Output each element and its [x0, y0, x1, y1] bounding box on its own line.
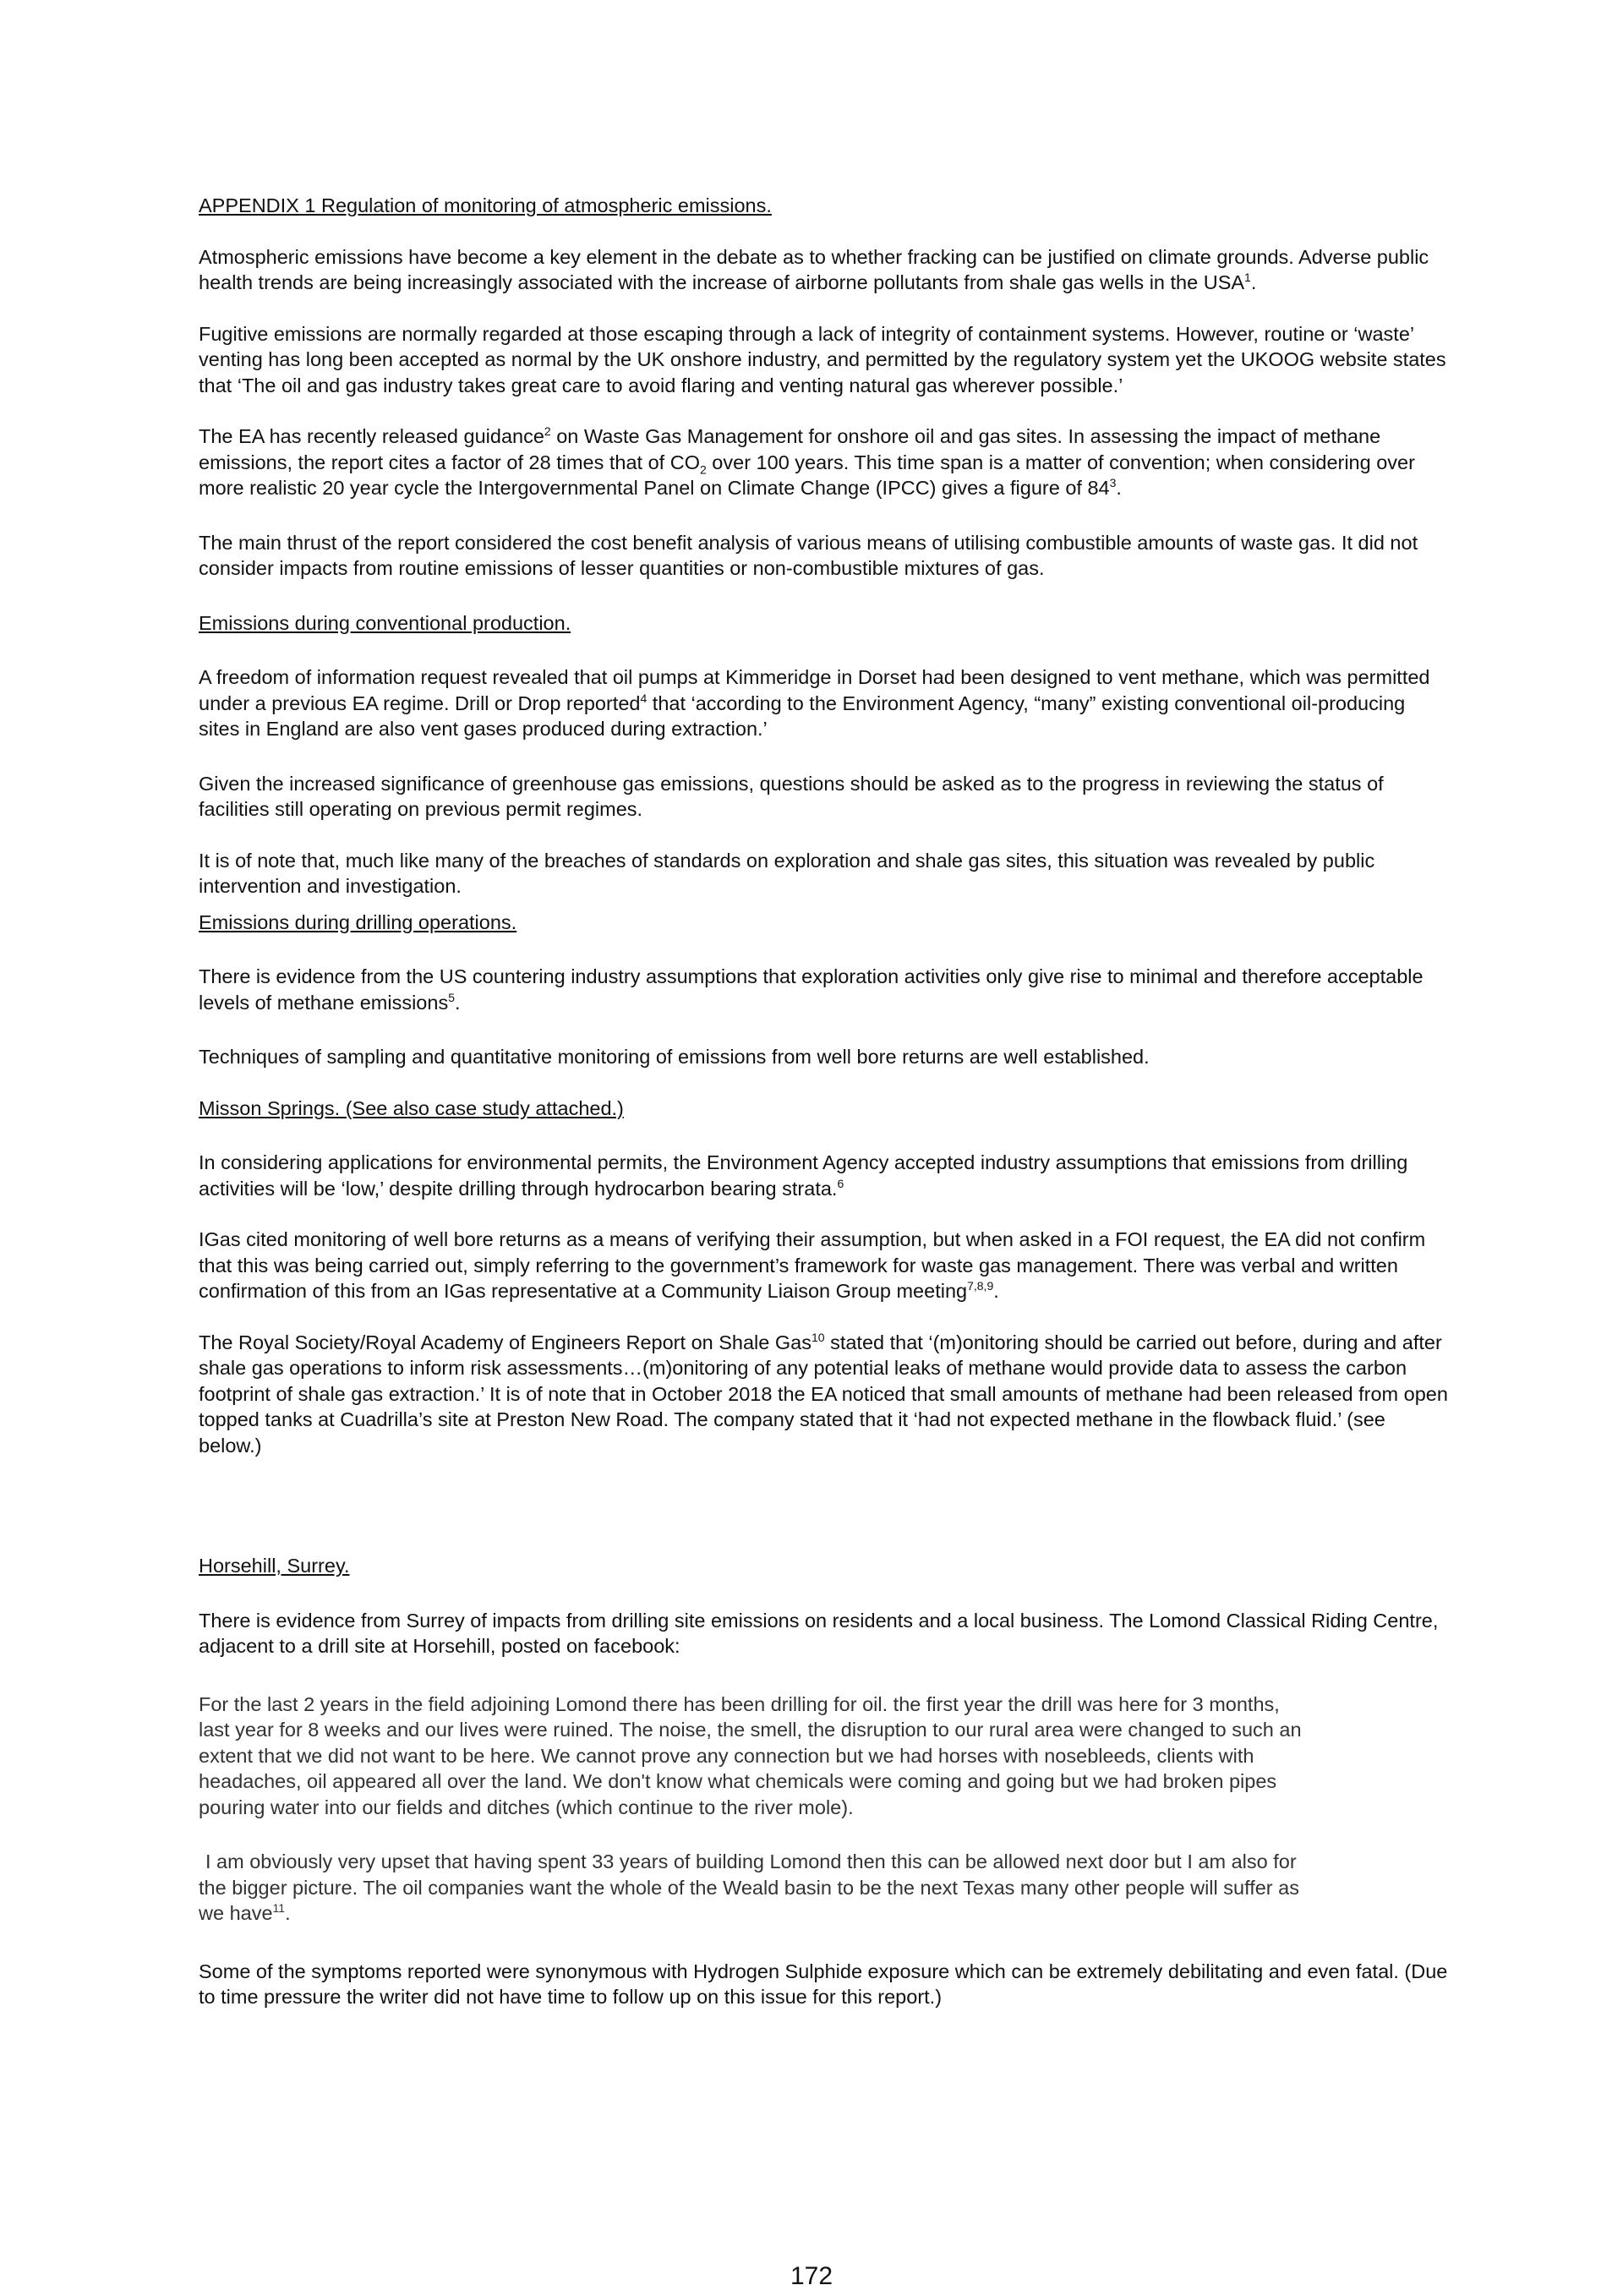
co2-subscript: 2	[699, 462, 707, 477]
paragraph-surrey-evidence: There is evidence from Surrey of impacts from drilling site emissions on residents and a local business. The Lomond Classical Riding Centre, adjacent to a drill site at Horsehill, posted on facebook:	[199, 1609, 1439, 1657]
paragraph-ea-guidance: The EA has recently released guidance$^2$ on Waste Gas Management for onshore oil and gas sites. In assessing the impact of methane emissions, the report cites a factor of 28 times that of $CO_2$ over 100 years. This time span is a matter of convention; when considering over more realistic 20 year cycle the Intergovernmental Panel on Climate Change (IPCC) gives a figure of $84^3$.	[199, 424, 1415, 499]
document-body	[199, 193, 1450, 2010]
paragraph-atmospheric-emissions: Atmospheric emissions have become a key element in the debate as to whether fracking can be justified on climate grounds. Adverse public health trends are being increasingly associated with the increase of airborne pollutants from shale gas wells in the USA$^1$.	[199, 245, 1429, 293]
paragraph-us-evidence: There is evidence from the US countering industry assumptions that exploration activities only give rise to minimal and therefore acceptable levels of methane emissions$^5$.	[199, 965, 1424, 1014]
footnote-ref-11: 11	[272, 1901, 286, 1916]
footnote-ref-4: 4	[640, 691, 648, 705]
paragraph-public-intervention: It is of note that, much like many of the breaches of standards on exploration and shale gas sites, this situation was revealed by public intervention and investigation.	[199, 849, 1375, 897]
footnote-ref-6: 6	[837, 1176, 844, 1190]
heading-misson-springs: Misson Springs. (See also case study attached.)	[199, 1096, 624, 1119]
paragraph-hydrogen-sulphide: Some of the symptoms reported were synonymous with Hydrogen Sulphide exposure which can be extremely debilitating and even fatal. (Due to time pressure the writer did not have time to follow up on this issue for this report.)	[199, 1960, 1448, 2008]
heading-conventional-production: Emissions during conventional production.	[199, 611, 571, 634]
appendix-heading: APPENDIX 1 Regulation of monitoring of atmospheric emissions.	[199, 194, 772, 216]
footnote-ref-5: 5	[448, 990, 455, 1004]
paragraph-igas-monitoring: IGas cited monitoring of well bore returns as a means of verifying their assumption, but when asked in a FOI request, the EA did not confirm that this was being carried out, simply referring to the government’s framework for waste gas management. There was verbal and written confirmation of this from an IGas representative at a Community Liaison Group meeting$^{7,8,9}$.	[199, 1228, 1426, 1302]
paragraph-sampling-techniques: Techniques of sampling and quantitative monitoring of emissions from well bore returns are well established.	[199, 1046, 1150, 1068]
paragraph-greenhouse-significance: Given the increased significance of greenhouse gas emissions, questions should be asked as to the progress in reviewing the status of facilities still operating on previous permit regimes.	[199, 772, 1384, 820]
footnote-ref-1: 1	[1244, 271, 1251, 285]
paragraph-royal-society: The Royal Society/Royal Academy of Engineers Report on Shale Gas$^{10}$ stated that ‘(m)onitoring should be carried out before, during and after shale gas operations to inform risk assessments…(m)onitoring of any potential leaks of methane would provide data to assess the carbon footprint of shale gas extraction.’ It is of note that in October 2018 the EA noticed that small amounts of methane had been released from open topped tanks at Cuadrilla’s site at Preston New Road. The company stated that it ‘had not expected methane in the flowback fluid.’ (see below.)	[199, 1330, 1448, 1457]
paragraph-main-thrust: The main thrust of the report considered the cost benefit analysis of various means of utilising combustible amounts of waste gas. It did not consider impacts from routine emissions of lesser quantities or non-combustible mixtures of gas.	[199, 531, 1418, 579]
quote-lomond-drilling: For the last 2 years in the field adjoining Lomond there has been drilling for oil. the first year the drill was here for 3 months, last year for 8 weeks and our lives were ruined. The noise, the smell, the disruption to our rural area were changed to such an extent that we did not want to be here. We cannot prove any connection but we had horses with nosebleeds, clients with headaches, oil appeared all over the land. We don't know what chemicals were coming and going but we had broken pipes pouring water into our fields and ditches (which continue to the river mole).	[199, 1692, 1302, 1818]
heading-horsehill: Horsehill, Surrey.	[199, 1555, 350, 1577]
footnote-ref-10: 10	[811, 1330, 825, 1344]
paragraph-kimmeridge: A freedom of information request revealed that oil pumps at Kimmeridge in Dorset had been designed to vent methane, which was permitted under a previous EA regime. Drill or Drop reported$^4$ that ‘according to the Environment Agency, “many” existing conventional oil-producing sites in England are also vent gases produced during extraction.’	[199, 666, 1430, 740]
paragraph-environmental-permits: In considering applications for environmental permits, the Environment Agency accepted industry assumptions that emissions from drilling activities will be ‘low,’ despite drilling through hydrocarbon bearing strata.$^6$	[199, 1151, 1408, 1200]
page-number: 172	[790, 2262, 833, 2290]
footnote-ref-3: 3	[1109, 476, 1117, 490]
footnote-ref-2: 2	[544, 424, 551, 439]
heading-drilling-operations: Emissions during drilling operations.	[199, 910, 517, 933]
footnote-ref-7-8-9: 7,8,9	[967, 1279, 994, 1293]
quote-lomond-bigger-picture: I am obviously very upset that having spent 33 years of building Lomond then this can be allowed next door but I am also for the bigger picture. The oil companies want the whole of the Weald basin to be the next Texas many other people will suffer as we have$^{11}$.	[199, 1850, 1299, 1924]
paragraph-fugitive-emissions: Fugitive emissions are normally regarded at those escaping through a lack of integrity of containment systems. However, routine or ‘waste’ venting has long been accepted as normal by the UK onshore industry, and permitted by the regulatory system yet the UKOOG website states that ‘The oil and gas industry takes great care to avoid flaring and venting natural gas wherever possible.’	[199, 322, 1446, 396]
